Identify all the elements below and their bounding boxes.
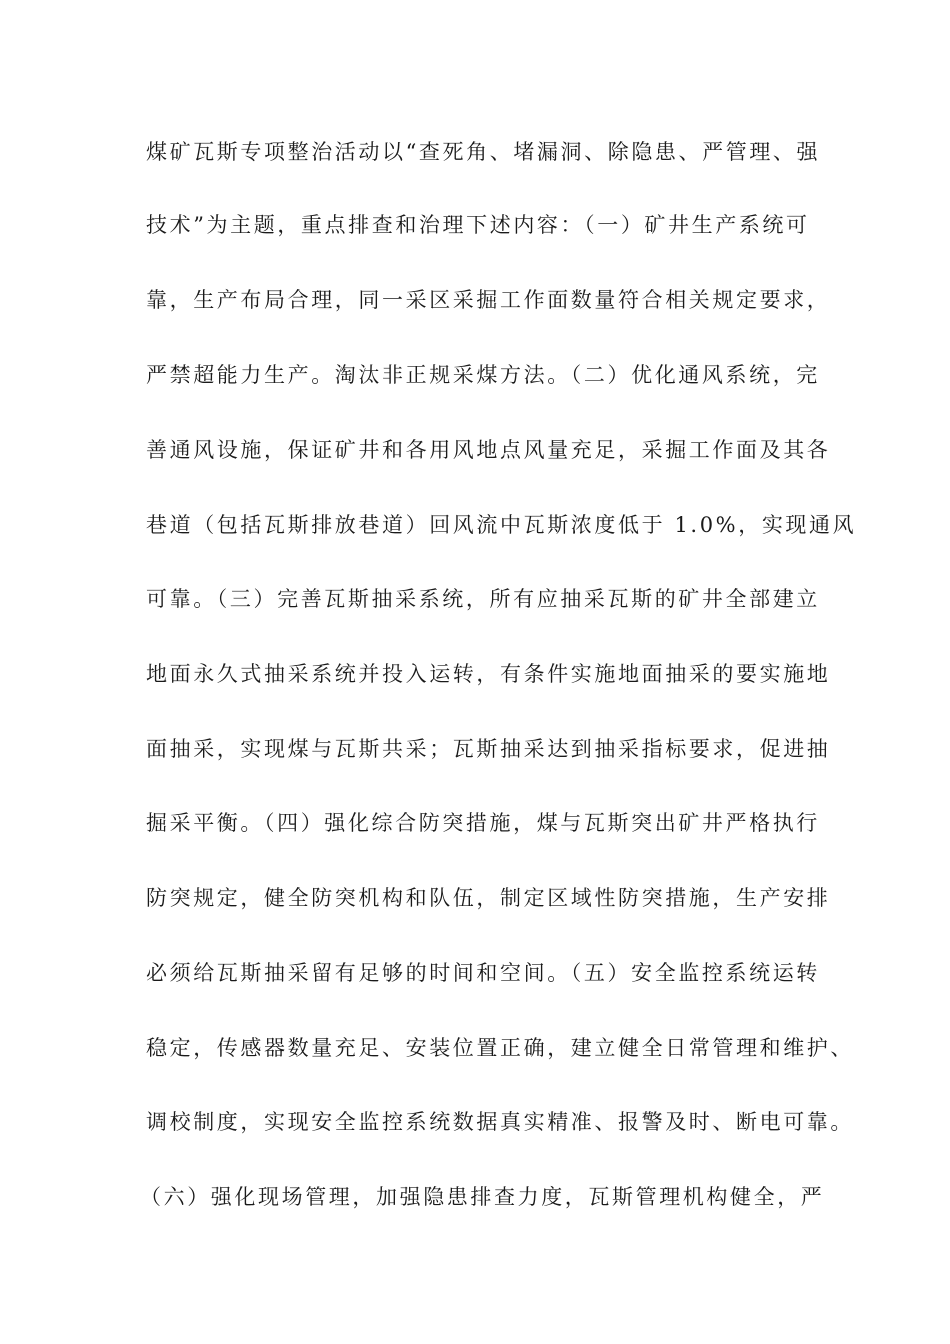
body-text-line: 技术”为主题，重点排查和治理下述内容：（一）矿井生产系统可	[146, 213, 810, 237]
body-text-line: 善通风设施，保证矿井和各用风地点风量充足，采掘工作面及其各	[146, 438, 831, 462]
body-text-line: 调校制度，实现安全监控系统数据真实精准、报警及时、断电可靠。	[146, 1110, 854, 1134]
body-text-line: 必须给瓦斯抽采留有足够的时间和空间。（五）安全监控系统运转	[146, 961, 820, 985]
body-text-line: 面抽采，实现煤与瓦斯共采；瓦斯抽采达到抽采指标要求，促进抽	[146, 737, 831, 761]
body-text-line: 可靠。（三）完善瓦斯抽采系统，所有应抽采瓦斯的矿井全部建立	[146, 587, 820, 611]
body-text-line: （六）强化现场管理，加强隐患排查力度，瓦斯管理机构健全，严	[140, 1185, 825, 1209]
body-text-line: 防突规定，健全防突机构和队伍，制定区域性防突措施，生产安排	[146, 886, 831, 910]
body-text-line: 巷道（包括瓦斯排放巷道）回风流中瓦斯浓度低于 1.0%，实现通风	[146, 513, 857, 537]
body-text-line: 煤矿瓦斯专项整治活动以“查死角、堵漏洞、除隐患、严管理、强	[146, 140, 821, 164]
body-text-line: 稳定，传感器数量充足、安装位置正确，建立健全日常管理和维护、	[146, 1036, 854, 1060]
body-text-line: 地面永久式抽采系统并投入运转，有条件实施地面抽采的要实施地	[146, 662, 831, 686]
body-text-line: 靠，生产布局合理，同一采区采掘工作面数量符合相关规定要求，	[146, 288, 831, 312]
body-text-line: 严禁超能力生产。淘汰非正规采煤方法。（二）优化通风系统，完	[146, 363, 820, 387]
body-text-line: 掘采平衡。（四）强化综合防突措施，煤与瓦斯突出矿井严格执行	[146, 811, 820, 835]
